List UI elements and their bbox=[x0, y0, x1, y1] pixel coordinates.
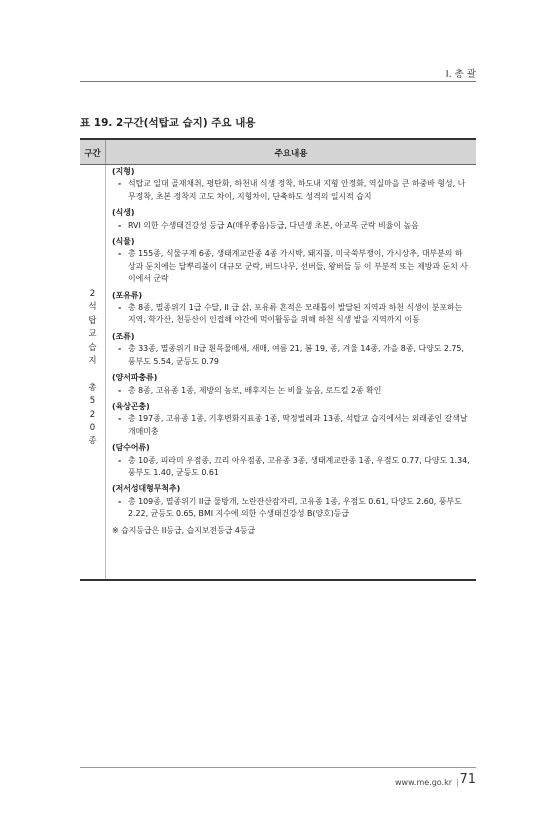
table-note: ※ 습지등급은 II등급, 습지보전등급 4등급 bbox=[112, 525, 256, 535]
row-label-char: 지 bbox=[88, 356, 97, 367]
section-bullet: - 총 10종, 피라미 우점종, 끄리 아우점종, 고유종 3종, 생태계교란종 1종, 우점도 0.77, 다양도 1.34, 풍부도 1.40, 균등도 0.61 bbox=[112, 455, 470, 480]
section-bullet: - RVI 의한 수생태건강성 등급 A(매우좋음)등급, 다년생 초본, 아교목 군락 비율이 높음 bbox=[112, 220, 470, 232]
header-col-section: 구간 bbox=[84, 149, 101, 159]
row-label-char bbox=[80, 368, 105, 381]
row-label-char: 교 bbox=[88, 329, 97, 340]
header-rule bbox=[80, 81, 476, 82]
content-section bbox=[112, 483, 470, 520]
content-section bbox=[112, 372, 470, 397]
row-label-char: 0 bbox=[89, 423, 96, 434]
table-caption: 표 19. 2구간(석탑교 습지) 주요 내용 bbox=[80, 117, 256, 129]
content-section bbox=[112, 331, 470, 368]
section-bullet: - 총 109종, 멸종위기 II급 물방개, 노란잔산잠자리, 고유종 1종, 우점도 0.61, 다양도 2.60, 풍부도 2.22, 균등도 0.65, BMI 지수에 의한 수생태건강성 B(양호)등급 bbox=[112, 496, 470, 521]
section-heading: (식생) bbox=[112, 208, 135, 218]
content-section bbox=[112, 401, 470, 438]
row-label-char: 2 bbox=[89, 409, 96, 420]
section-heading: (포유류) bbox=[112, 290, 143, 300]
table-header-row bbox=[80, 140, 476, 165]
section-heading: (양서파충류) bbox=[112, 373, 158, 383]
footer-rule bbox=[80, 767, 476, 768]
content-section bbox=[112, 236, 470, 286]
section-heading: (육상곤충) bbox=[112, 401, 150, 411]
row-label-vertical bbox=[80, 288, 105, 449]
content-section bbox=[112, 290, 470, 327]
section-bullet: - 총 33종, 멸종위기 II급 흰목물떼새, 새매, 여름 21, 봄 19, 종, 겨울 14종, 가을 8종, 다양도 2.75, 풍부도 5.54, 균등도 0.79 bbox=[112, 343, 470, 368]
content-section bbox=[112, 166, 470, 203]
table-bottom-rule bbox=[80, 579, 476, 581]
table-body-content bbox=[112, 166, 470, 537]
content-section bbox=[112, 442, 470, 479]
row-label-char: 석 bbox=[88, 302, 97, 313]
content-table bbox=[80, 138, 476, 581]
header-col-content: 주요내용 bbox=[274, 149, 308, 159]
footer-url: www.me.go.kr bbox=[395, 778, 452, 787]
section-bullet: - 총 8종, 고유종 1종, 제방의 농로, 배후지는 논 비율 높음, 로드킬 2종 확인 bbox=[112, 385, 470, 397]
section-heading: (조류) bbox=[112, 331, 135, 341]
section-heading: (식물) bbox=[112, 237, 135, 247]
section-heading: (담수어류) bbox=[112, 443, 150, 453]
section-heading: (지형) bbox=[112, 167, 135, 176]
content-section bbox=[112, 207, 470, 232]
row-label-char: 2 bbox=[89, 289, 96, 299]
row-label-char: 습 bbox=[88, 342, 97, 353]
column-divider bbox=[105, 165, 106, 579]
section-bullet: - 총 8종, 멸종위기 1급 수달, II 급 삵, 포유류 흔적은 모래톱이 발달된 지역과 하천 식생이 분포하는 지역, 학가산, 천등산이 인접해 야간에 먹이활동을 위해 하천 식생 밭을 지역까지 이동 bbox=[112, 302, 470, 327]
page-number: 71 bbox=[459, 772, 476, 787]
section-heading: (저서성대형무척추) bbox=[112, 484, 181, 494]
row-label-char: 5 bbox=[89, 396, 96, 407]
section-title: I. 총 괄 bbox=[445, 69, 476, 80]
section-bullet: - 총 197종, 고유종 1종, 기후변화지표종 1종, 딱정벌레과 13종, 석탑교 습지에서는 외래종인 갈색날개매미충 bbox=[112, 413, 470, 438]
section-bullet: - 석탑교 일대 골재채취, 평탄화, 하천내 식생 정착, 하도내 지형 안정화, 역실마을 큰 하중바 형성, 나무정착, 초본 정착지 고도 차이, 지형차이, 단축하도 성격의 일시적 습지 bbox=[112, 178, 470, 203]
row-label-char: 탑 bbox=[88, 315, 97, 326]
footer-separator: | bbox=[456, 778, 459, 787]
row-label-char: 종 bbox=[88, 436, 97, 447]
section-bullet: - 총 155종, 식물구계 6종, 생태계교란종 4종 가시박, 돼지풀, 미국쑥부쟁이, 가시상추, 대부분의 하상과 둔치에는 달뿌리풀이 대규모 군락, 버드나무, 선버들, 왕버들 등 이 부분적 또는 제방과 둔치 사이에서 군락 bbox=[112, 248, 470, 285]
row-label-char: 총 bbox=[88, 382, 97, 393]
